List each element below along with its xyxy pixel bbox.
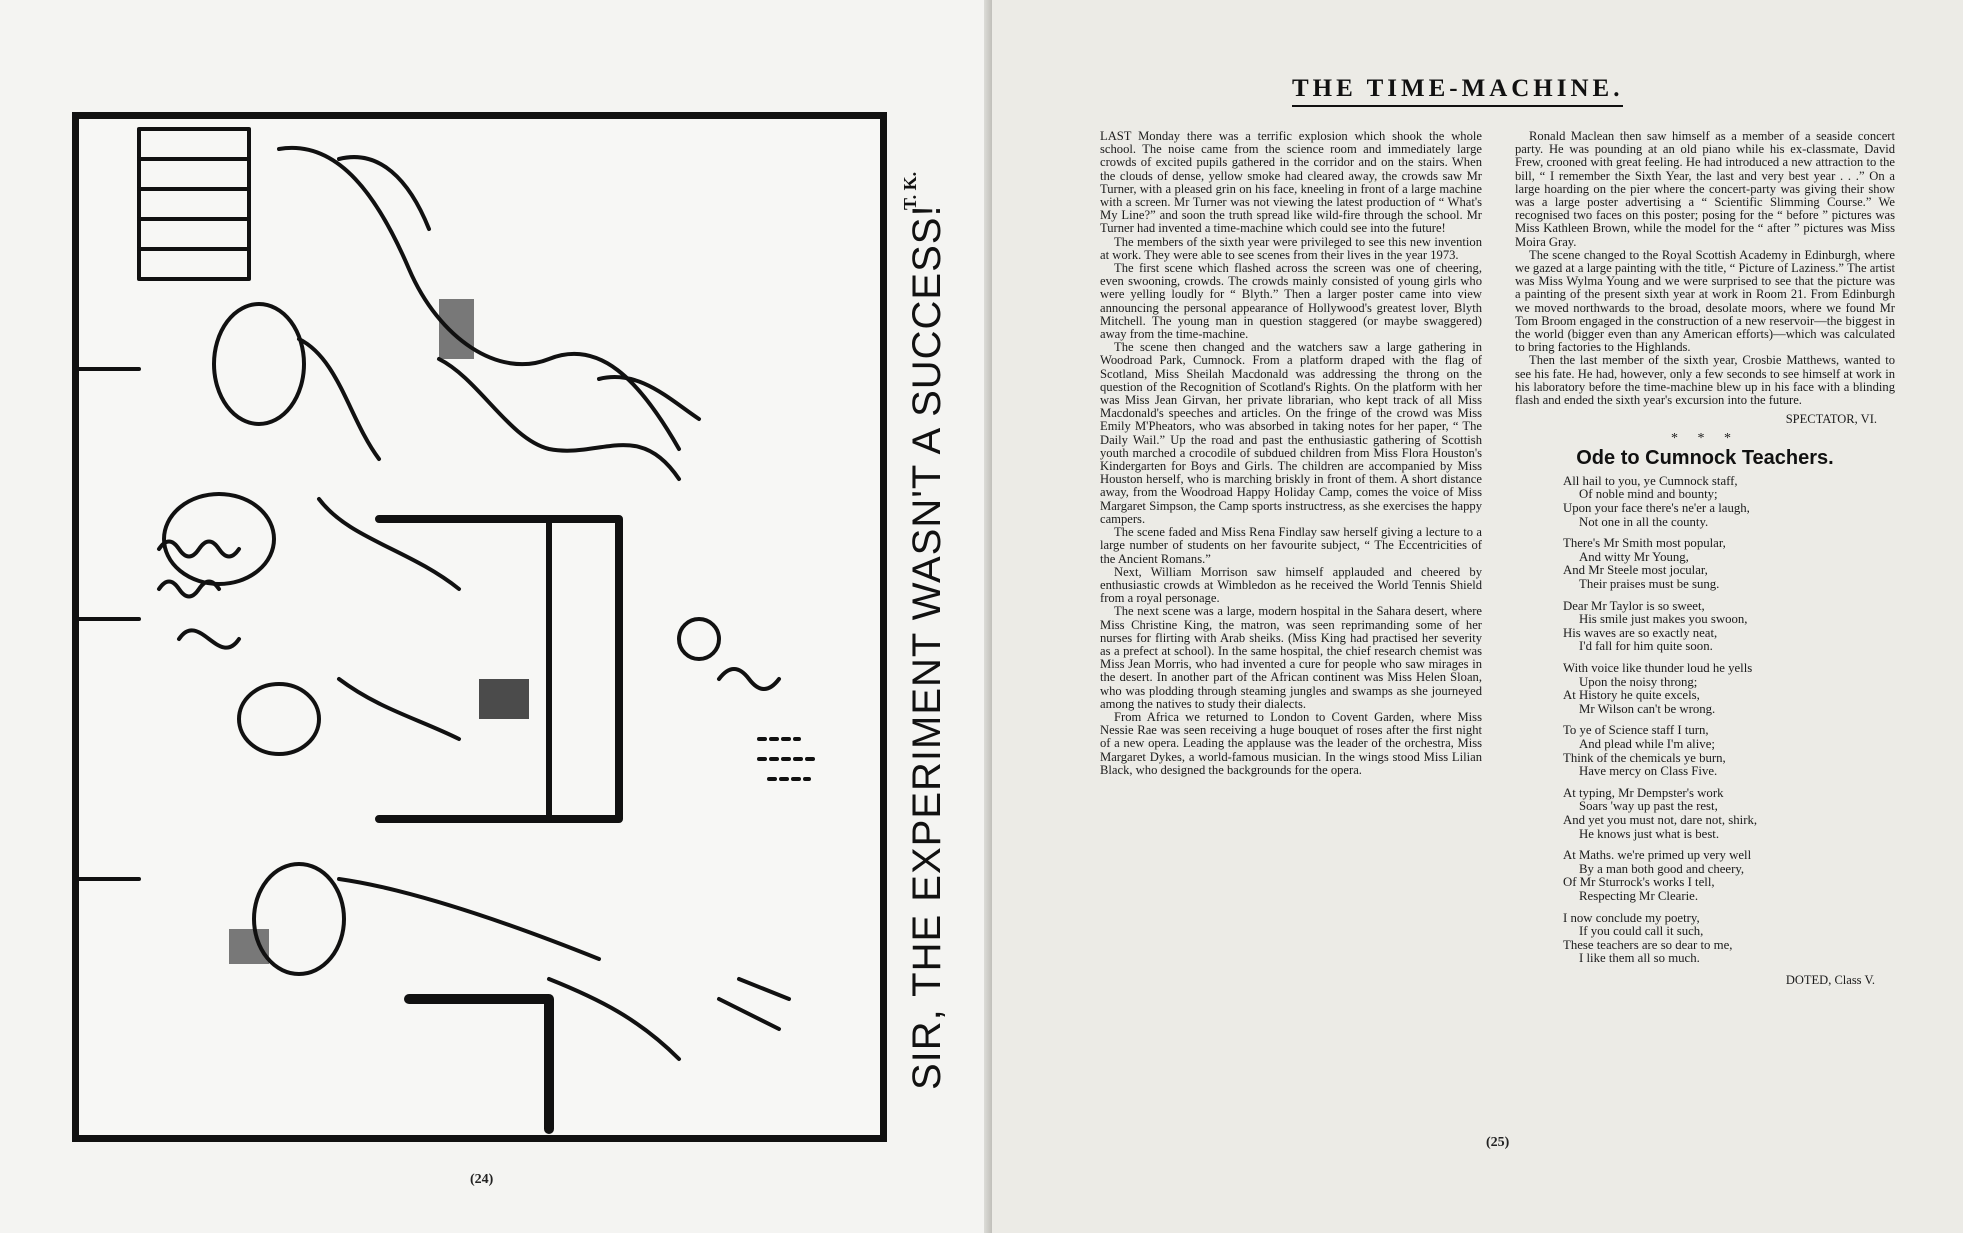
article-paragraph: Next, William Morrison saw himself applauded and cheered by enthusiastic crowds at Wimbledon as he received the World Tennis Shield from a royal personage. xyxy=(1100,564,1482,606)
article-paragraph: From Africa we returned to London to Covent Garden, where Miss Nessie Rae was seen receiving a huge bouquet of roses after the first night of a new opera. Leading the applause was the leader of the orchestra, Miss Margaret Dykes, a world-famous musician. In the wings stood Miss Lilian Black, who designed the backgrounds for the opera. xyxy=(1100,709,1482,777)
article-signoff: SPECTATOR, VI. xyxy=(1785,412,1877,427)
poem-line: These teachers are so dear to me, xyxy=(1563,937,1733,952)
poem-line: There's Mr Smith most popular, xyxy=(1563,536,1726,551)
poem-stanza xyxy=(1563,724,1895,778)
poem-line: I'd fall for him quite soon. xyxy=(1579,639,1713,654)
article-title: THE TIME-MACHINE. xyxy=(1292,75,1623,107)
poem-line: Their praises must be sung. xyxy=(1579,577,1720,592)
poem-line: Have mercy on Class Five. xyxy=(1579,764,1718,779)
article-paragraph: The members of the sixth year were privileged to see this new invention at work. They were able to see scenes from their lives in the year 1973. xyxy=(1100,234,1482,262)
poem-line: And plead while I'm alive; xyxy=(1579,736,1715,751)
poem-signoff: DOTED, Class V. xyxy=(1785,972,1875,987)
article-paragraph: The scene changed to the Royal Scottish Academy in Edinburgh, where we gazed at a large painting with the title, “ Picture of Laziness.” The artist was Miss Wylma Young and we were surprised to see that the picture was a painting of the present sixth year at work in Room 21. From Edinburgh we moved northwards to the broad, desolate moors, where we found Mr Tom Broom engaged in the construction of a new reservoir—the biggest in the world (bigger even than any American efforts)—which was calculated to bring factories to the Highlands. xyxy=(1515,247,1895,355)
poem-stanza xyxy=(1563,600,1895,654)
poem-line: At Maths. we're primed up very well xyxy=(1563,848,1752,863)
poem-line: I like them all so much. xyxy=(1579,951,1700,966)
poem-line: Soars 'way up past the rest, xyxy=(1579,799,1718,814)
page-number-right: (25) xyxy=(1486,1135,1510,1150)
poem-line: Respecting Mr Clearie. xyxy=(1579,888,1699,903)
poem-stanza xyxy=(1563,849,1895,903)
poem-line: Upon the noisy throng; xyxy=(1579,674,1698,689)
cartoon-illustration xyxy=(79,119,880,1135)
poem-line: If you could call it such, xyxy=(1579,924,1704,939)
cartoon-frame xyxy=(72,112,887,1142)
poem-line: And witty Mr Young, xyxy=(1579,549,1689,564)
poem-line: I now conclude my poetry, xyxy=(1563,910,1700,925)
poem-line: Not one in all the county. xyxy=(1579,514,1709,529)
article-paragraph: The first scene which flashed across the screen was one of cheering, even swooning, crowds. The crowds mainly consisted of young girls who were yelling loudly for “ Blyth.” Then a larger poster came into view announcing the personal appearance of Hollywood's greatest lover, Blyth Mitchell. The young man in question staggered (or maybe swaggered) away from the time-machine. xyxy=(1100,261,1482,342)
section-separator: * * * xyxy=(1671,431,1739,447)
poem-line: At typing, Mr Dempster's work xyxy=(1563,785,1724,800)
article-paragraph: Ronald Maclean then saw himself as a member of a seaside concert party. He was pounding at an old piano while his ex-classmate, David Frew, crooned with great feeling. He had introduced a new attraction to the bill, “ I remember the Sixth Year, the last and very best year . . .” On a large hoarding on the pier where the concert-party was giving their show was a large poster advertising a “ Scientific Slimming Course.” We recognised two faces on this poster; posing for the “ before ” pictures was Miss Kathleen Brown, while the model for the “ after ” pictures was Miss Moira Gray. xyxy=(1515,129,1895,249)
poem-line: Of noble mind and bounty; xyxy=(1579,487,1718,502)
poem-line: And yet you must not, dare not, shirk, xyxy=(1563,812,1758,827)
poem-line: He knows just what is best. xyxy=(1579,826,1720,841)
poem-line: To ye of Science staff I turn, xyxy=(1563,723,1709,738)
poem-line: With voice like thunder loud he yells xyxy=(1563,661,1753,675)
cartoon-caption: SIR, THE EXPERIMENT WASN'T A SUCCESS! xyxy=(905,204,949,1090)
poem-line: All hail to you, ye Cumnock staff, xyxy=(1563,473,1738,488)
poem-line: His smile just makes you swoon, xyxy=(1579,612,1748,627)
poem-stanza xyxy=(1563,537,1895,591)
poem-line: Mr Wilson can't be wrong. xyxy=(1579,701,1716,716)
poem-title: Ode to Cumnock Teachers. xyxy=(1576,446,1834,469)
poem-line: At History he quite excels, xyxy=(1563,688,1700,703)
poem-line: Of Mr Sturrock's works I tell, xyxy=(1563,875,1715,890)
article-paragraph: The scene faded and Miss Rena Findlay saw herself giving a lecture to a large number of students on her favourite subject, “ The Eccentricities of the Ancient Romans.” xyxy=(1100,525,1482,566)
article-paragraph: Then the last member of the sixth year, Crosbie Matthews, wanted to see his fate. He had, however, only a few seconds to see himself at work in his laboratory before the time-machine blew up in his face with a blinding flash and ended the sixth year's excursion into the future. xyxy=(1515,353,1895,408)
poem-stanza xyxy=(1563,912,1895,966)
article-paragraph: The next scene was a large, modern hospital in the Sahara desert, where Miss Christine King, the matron, was seen reprimanding some of her nurses for flirting with Arab sheiks. (Miss King had practised her severity as a prefect at school). In the same hospital, the chief research chemist was Miss Jean Morris, who had invented a cure for people who saw mirages in the desert. In another part of the African continent was Miss Helen Sloan, who was plodding through steaming jungles and swamps as she journeyed among the natives to study their dialects. xyxy=(1100,604,1482,711)
poem-stanza xyxy=(1563,787,1895,841)
poem-stanza xyxy=(1563,475,1895,529)
poem-stanza xyxy=(1563,662,1895,716)
poem-line: Dear Mr Taylor is so sweet, xyxy=(1563,598,1705,613)
page-number-left: (24) xyxy=(470,1172,494,1187)
article-column-2 xyxy=(1515,130,1895,987)
poem-body xyxy=(1515,475,1895,966)
poem-line: Think of the chemicals ye burn, xyxy=(1563,750,1726,765)
poem-line: Upon your face there's ne'er a laugh, xyxy=(1563,501,1750,516)
poem-line: And Mr Steele most jocular, xyxy=(1563,563,1708,578)
article-paragraph: LAST Monday there was a terrific explosion which shook the whole school. The noise came from the science room and immediately large crowds of excited pupils gathered in the corridor and on the stairs. When the clouds of dense, yellow smoke had cleared away, the crowds saw Mr Turner, with a pleased grin on his face, kneeling in front of a large machine with a screen. Mr Turner was not viewing the latest production of “ What's My Line?” and soon the truth spread like wild-fire through the school. Mr Turner had invented a time-machine which could see into the future! xyxy=(1100,129,1482,236)
poem-line: By a man both good and cheery, xyxy=(1579,861,1745,876)
article-paragraph: The scene then changed and the watchers saw a large gathering in Woodroad Park, Cumnock. From a platform draped with the flag of Scotland, Miss Sheilah Macdonald was addressing the throng on the question of the Recognition of Scotland's Rights. On the platform with her was Miss Jean Girvan, her private librarian, who kept track of all Miss Macdonald's speeches and articles. On the fringe of the crowd was Miss Emily M'Pheators, who was absorbed in taking notes for her paper, “ The Daily Wail.” Up the road and past the enthusiastic gathering of Scottish youth marched a crocodile of subdued children from Miss Flora Houston's Kindergarten for Boys and Girls. The children are accompanied by Miss Houston herself, who is marching briskly in front of them. A short distance away, from the Woodroad Happy Holiday Camp, comes the voice of Miss Margaret Simpson, the Camp sports instructress, as she exercises the happy campers. xyxy=(1100,340,1482,526)
poem-line: His waves are so exactly neat, xyxy=(1563,625,1718,640)
artist-initials: T. K. xyxy=(900,171,920,210)
article-column-1 xyxy=(1100,130,1482,777)
